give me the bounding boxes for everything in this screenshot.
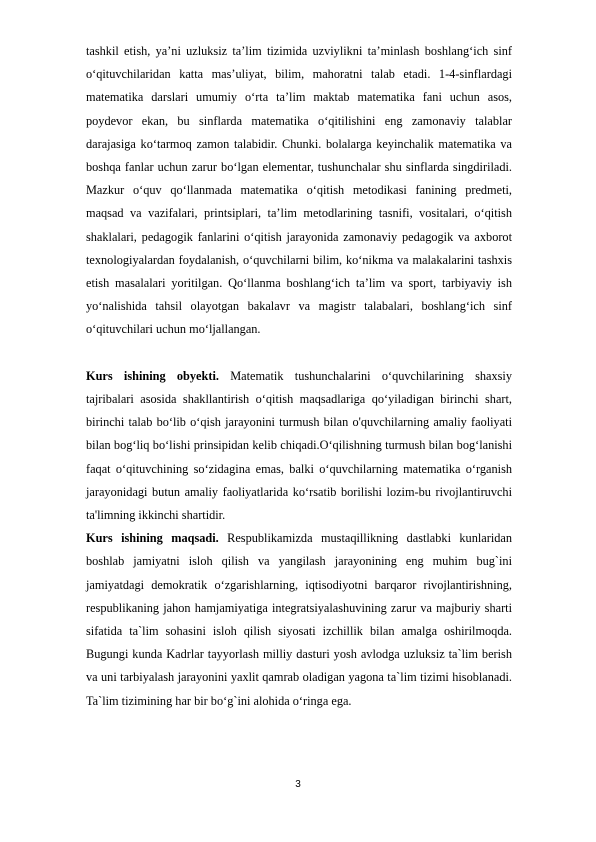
page-number: 3	[295, 779, 301, 790]
paragraph-intro	[86, 40, 512, 342]
paragraph-goal	[86, 527, 512, 713]
object-heading: Kurs ishining obyekti.	[86, 368, 219, 383]
goal-heading: Kurs ishining maqsadi.	[86, 531, 219, 546]
paragraph-object	[86, 365, 512, 527]
paragraph-goal-text: Respublikamizda mustaqillikning dastlabki kunlaridan boshlab jamiyatni isloh qilish va yangilash jarayonining eng muhim bug`ini jamiyatdagi demokratik o‘zgarishlarning, iqtisodiyotni barqaror rivojlantirishning, respublikaning jahon hamjamiyatiga integratsiyalashuvining zarur va majburiy sharti sifatida ta`lim sohasini isloh qilish siyosati izchillik bilan amalga oshirilmoqda. Bugungi kunda Kadrlar tayyorlash milliy dasturi yosh avlodga uzluksiz ta`lim berish va uni tarbiyalash jarayonini yaxlit qamrab oladigan yagona ta`lim tizimi hisoblanadi. Ta`lim tizimining har bir bo‘g`ini alohida o‘ringa ega.	[86, 531, 512, 708]
paragraph-object-text: Matematik tushunchalarini o‘quvchilarining shaxsiy tajribalari asosida shakllantirish o‘qitish maqsadlariga qo‘yiladigan birinchi shart, birinchi talab bo‘lib o‘qish jarayonini turmush bilan o'quvchilarning amaliy faoliyati bilan bog‘liq bo‘lishi prinsipidan kelib chiqadi.O‘qilishning turmush bilan bog‘lanishi faqat o‘qituvchining so‘zidagina emas, balki o‘quvchilarning matematika o‘rganish jarayonidagi butun amaliy faoliyatlarida ko‘rsatib borilishi lozim-bu rivojlantiruvchi ta'limning ikkinchi shartidir.	[86, 368, 512, 523]
paragraph-intro-text: tashkil etish, ya’ni uzluksiz ta’lim tizimida uzviylikni ta’minlash boshlang‘ich sinf o‘qituvchilaridan katta mas’uliyat, bilim, mahoratni talab etadi. 1-4-sinflardagi matematika darslari umumiy o‘rta ta’lim maktab matematika fani uchun asos, poydevor ekan, bu sinflarda matematika o‘qitilishini eng zamonaviy talablar darajasiga ko‘tarmoq zamon talabidir. Chunki. bolalarga keyinchalik matematika va boshqa fanlar uchun zarur bo‘lgan elementar, tushunchalar shu sinflarda singdiriladi. Mazkur o‘quv qo‘llanmada matematika o‘qitish metodikasi fanining predmeti, maqsad va vazifalari, printsiplari, ta’lim metodlarining tasnifi, vositalari, o‘qitish shaklalari, pedagogik fanlarini o‘qitish jarayonida zamonaviy pedagogik va axborot texnologiyalardan foydalanish, o‘quvchilarni bilim, ko‘nikma va malakalarini tashxis etish masalalari yoritilgan. Qo‘llanma boshlang‘ich ta’lim va sport, tarbiyaviy ish yo‘nalishida tahsil olayotgan bakalavr va magistr talabalari, boshlang‘ich sinf o‘qituvchilari uchun mo‘ljallangan.	[86, 44, 512, 337]
body-text	[86, 40, 512, 713]
